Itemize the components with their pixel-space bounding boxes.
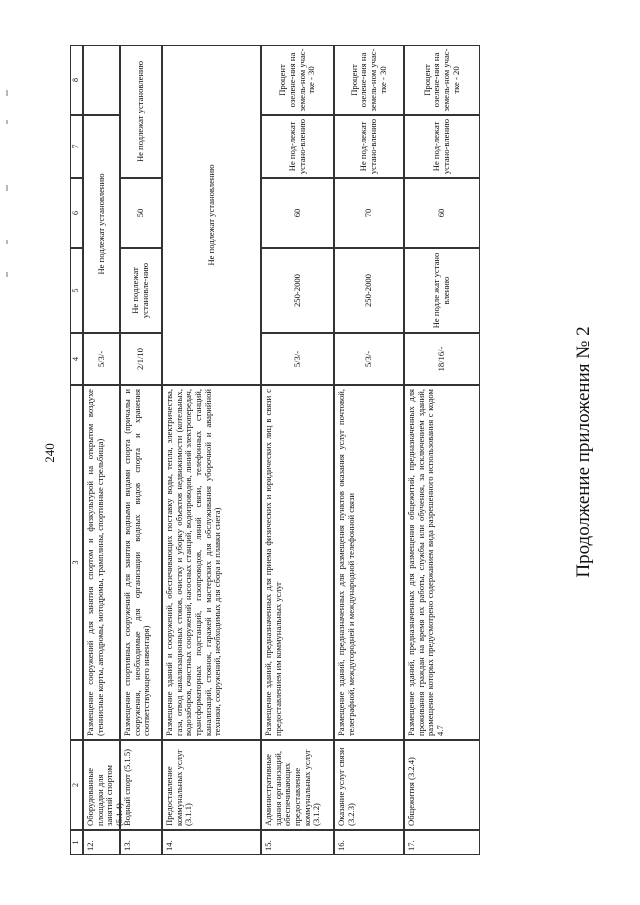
- merged-value-cell: Не подлежат установлению: [83, 115, 120, 333]
- row-name: Оборудованные площадки для занятий спортом (5.1.4): [83, 740, 120, 830]
- row-description: Размещение зданий, предназначенных для приема физических и юридических лиц в связи с предоставлением им коммунальных услуг: [261, 385, 334, 740]
- column-header-6: 6: [70, 178, 83, 248]
- row-description: Размещение зданий, предназначенных для размещения общежитий, предназначенных для проживания граждан на время их работы, службы или обучения, за исключением зданий, размещение которых предусмотрено содержанием вида разрешенного использования с кодом 4.7: [404, 385, 480, 740]
- row-name: Оказание услуг связи (3.2.3): [334, 740, 404, 830]
- row-description: Размещение спортивных сооружений для занятия водными видами спорта (причалы и сооружения, необходимые для организации водных видов спорта и хранения соответствующего инвентаря): [120, 385, 162, 740]
- value-cell-8: Процент озелене-ния на земель-ном учас-тке - 20: [404, 45, 480, 115]
- row-code: 5/3/-: [261, 333, 334, 385]
- data-table: [70, 45, 480, 855]
- value-cell-5: 250-2000: [334, 248, 404, 333]
- merged-value-cell: Не подлежат установлению: [120, 45, 162, 178]
- row-name: Общежития (3.2.4): [404, 740, 480, 830]
- row-number: 13.: [120, 830, 162, 855]
- row-name: Административные здания организаций, обеспечивающих предоставление коммунальных услуг (3.1.2): [261, 740, 334, 830]
- value-cell-7: Не под-лежат устано-влению: [261, 115, 334, 178]
- column-header-1: 1: [70, 830, 83, 855]
- column-header-7: 7: [70, 115, 83, 178]
- column-header-5: 5: [70, 248, 83, 333]
- row-code: 5/3/-: [83, 333, 120, 385]
- value-cell-6: 70: [334, 178, 404, 248]
- row-number: 17.: [404, 830, 480, 855]
- merged-value-cell: Не подлежат установлению: [162, 45, 261, 385]
- empty-cell: [83, 45, 120, 115]
- value-cell-7: Не под-лежат устано-влению: [334, 115, 404, 178]
- value-cell-5: 250-2000: [261, 248, 334, 333]
- value-cell-8: Процент озелене-ния на земель-ном учас-тке - 30: [261, 45, 334, 115]
- row-name: Водный спорт (5.1.5): [120, 740, 162, 830]
- value-cell-6: 60: [404, 178, 480, 248]
- row-number: 12.: [83, 830, 120, 855]
- row-number: 15.: [261, 830, 334, 855]
- row-code: 18/16/-: [404, 333, 480, 385]
- value-cell-6: 60: [261, 178, 334, 248]
- value-cell-7: Не под-лежат устано-влению: [404, 115, 480, 178]
- column-header-8: 8: [70, 45, 83, 115]
- column-header-2: 2: [70, 740, 83, 830]
- scan-artifact: [6, 90, 10, 280]
- column-header-4: 4: [70, 333, 83, 385]
- table-region: [70, 45, 480, 855]
- value-cell-5: Не подле жат устано влению: [404, 248, 480, 333]
- row-description: Размещение сооружений для занятия спортом и физкультурой на открытом воздухе (теннисные корты, автодромы, мотодромы, трамплины, спортивные стрельбища): [83, 385, 120, 740]
- column-header-3: 3: [70, 385, 83, 740]
- value-cell-5: Не подлежат установле-нию: [120, 248, 162, 333]
- row-description: Размещение зданий и сооружений, обеспечивающих поставку воды, тепла, электричества, газа, отвод канализационных стоков, очистку и уборку объектов недвижимости (котельных, водозаборов, очистных сооружений, насосных станций, водопроводов, линий электропередач, трансформаторных подстанций, газопроводов, линий связи, телефонных станций, канализаций, стоянок, гаражей и мастерских для обслуживания уборочной и аварийной техники, сооружений, необходимых для сбора и плавки снега): [162, 385, 261, 740]
- value-cell-6: 50: [120, 178, 162, 248]
- row-number: 16.: [334, 830, 404, 855]
- row-code: 5/3/-: [334, 333, 404, 385]
- row-description: Размещение зданий, предназначенных для размещения пунктов оказания услуг почтовой, телеграфной, междугородней и международной телефонной связи: [334, 385, 404, 740]
- value-cell-8: Процент озелене-ния на земель-ном учас-тке - 30: [334, 45, 404, 115]
- row-number: 14.: [162, 830, 261, 855]
- row-name: Предоставление коммунальных услуг (3.1.1): [162, 740, 261, 830]
- row-code: 2/1/10: [120, 333, 162, 385]
